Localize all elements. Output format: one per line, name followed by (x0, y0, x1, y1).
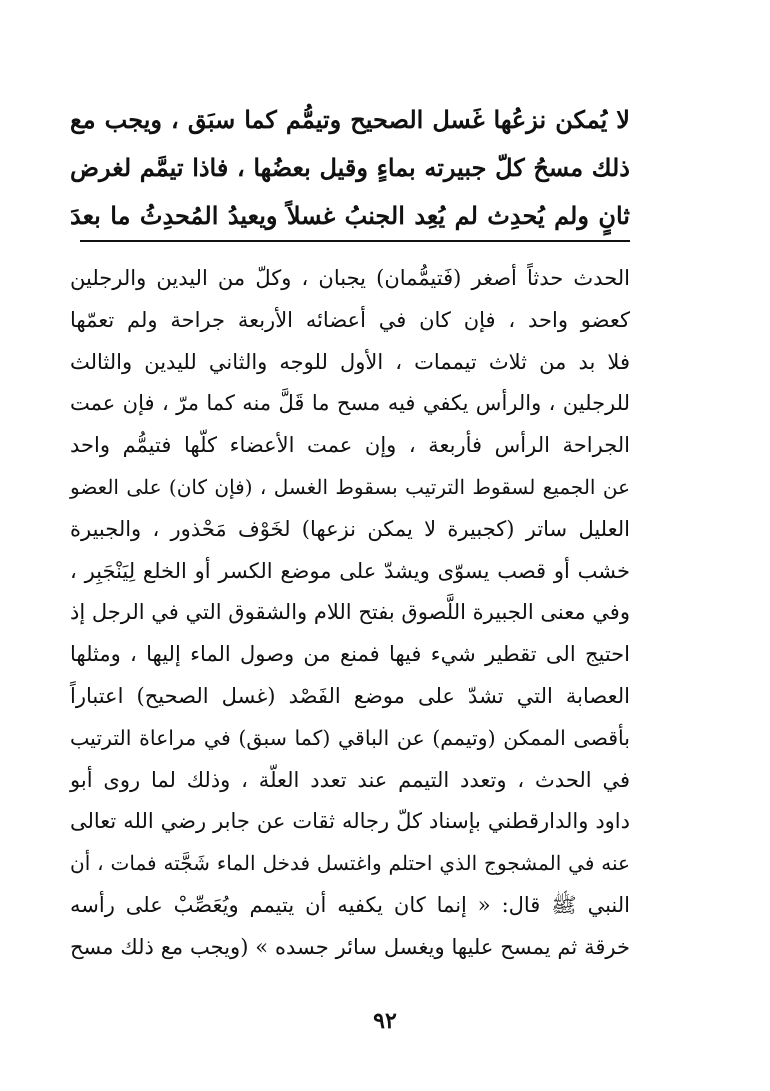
page-number: ٩٢ (373, 1008, 397, 1034)
commentary-line: في الحدث ، وتعدد التيمم عند تعدد العلّة ، وذلك لما روى أبو (70, 767, 630, 792)
commentary-line: خشب أو قصب يسوّى ويشدّ على موضع الكسر أو الخلع لِيَنْجَبِر ، (70, 558, 630, 583)
main-text-line: لا يُمكن نزعُها غَسل الصحيح وتيمُّم كما سبَق ، ويجب مع (70, 105, 630, 134)
main-text (70, 96, 630, 240)
commentary-line: داود والدارقطني بإسناد كلّ رجاله ثقات عن جابر رضي الله تعالى (70, 809, 630, 834)
commentary-line: كعضو واحد ، فإن كان في أعضائه الأربعة جراحة ولم تعمّها (70, 307, 630, 332)
commentary-line: وفي معنى الجبيرة اللَّصوق بفتح اللام والشقوق التي في الرجل إذ (70, 600, 630, 625)
commentary-line: العصابة التي تشدّ على موضع الفَصْد (غسل الصحيح) اعتباراً (70, 683, 630, 708)
commentary-line: العليل ساتر (كجبيرة لا يمكن نزعها) لخَوْف مَحْذور ، والجبيرة (70, 516, 630, 541)
commentary-text (70, 258, 630, 969)
commentary-line: فلا بد من ثلاث تيممات ، الأول للوجه والثاني لليدين والثالث (70, 349, 630, 374)
commentary-line: الجراحة الرأس فأربعة ، وإن عمت الأعضاء كلّها فتيمُّم واحد (70, 433, 630, 458)
commentary-line: احتيج الى تقطير شيء فيها فمنع من وصول الماء إليها ، ومثلها (70, 642, 630, 667)
commentary-line: خرقة ثم يمسح عليها ويغسل سائر جسده » (ويجب مع ذلك مسح (70, 934, 630, 959)
main-text-line: ذلك مسحُ كلّ جبيرته بماءٍ وقيل بعضُها ، فاذا تيمَّم لغرض (70, 153, 630, 182)
commentary-line: للرجلين ، والرأس يكفي فيه مسح ما قَلَّ منه كما مرّ ، فإن عمت (70, 391, 630, 416)
commentary-line: عن الجميع لسقوط الترتيب بسقوط الغسل ، (فإن كان) على العضو (70, 474, 630, 499)
text-divider (80, 240, 630, 242)
commentary-line: الحدث حدثاً أصغر (فَتيمُّمان) يجبان ، وكلّ من اليدين والرجلين (70, 266, 630, 290)
main-text-line: ثانٍ ولم يُحدِث لم يُعِد الجنبُ غسلاً ويعيدُ المُحدِثُ ما بعدَ (70, 201, 630, 230)
commentary-line: بأقصى الممكن (وتيمم) عن الباقي (كما سبق) في مراعاة الترتيب (70, 725, 630, 750)
commentary-line: عنه في المشجوج الذي احتلم واغتسل فدخل الماء شَجَّته فمات ، أن (70, 851, 630, 876)
commentary-line: النبي ﷺ قال: « إنما كان يكفيه أن يتيمم ويُعَصِّبْ على رأسه (70, 892, 630, 917)
